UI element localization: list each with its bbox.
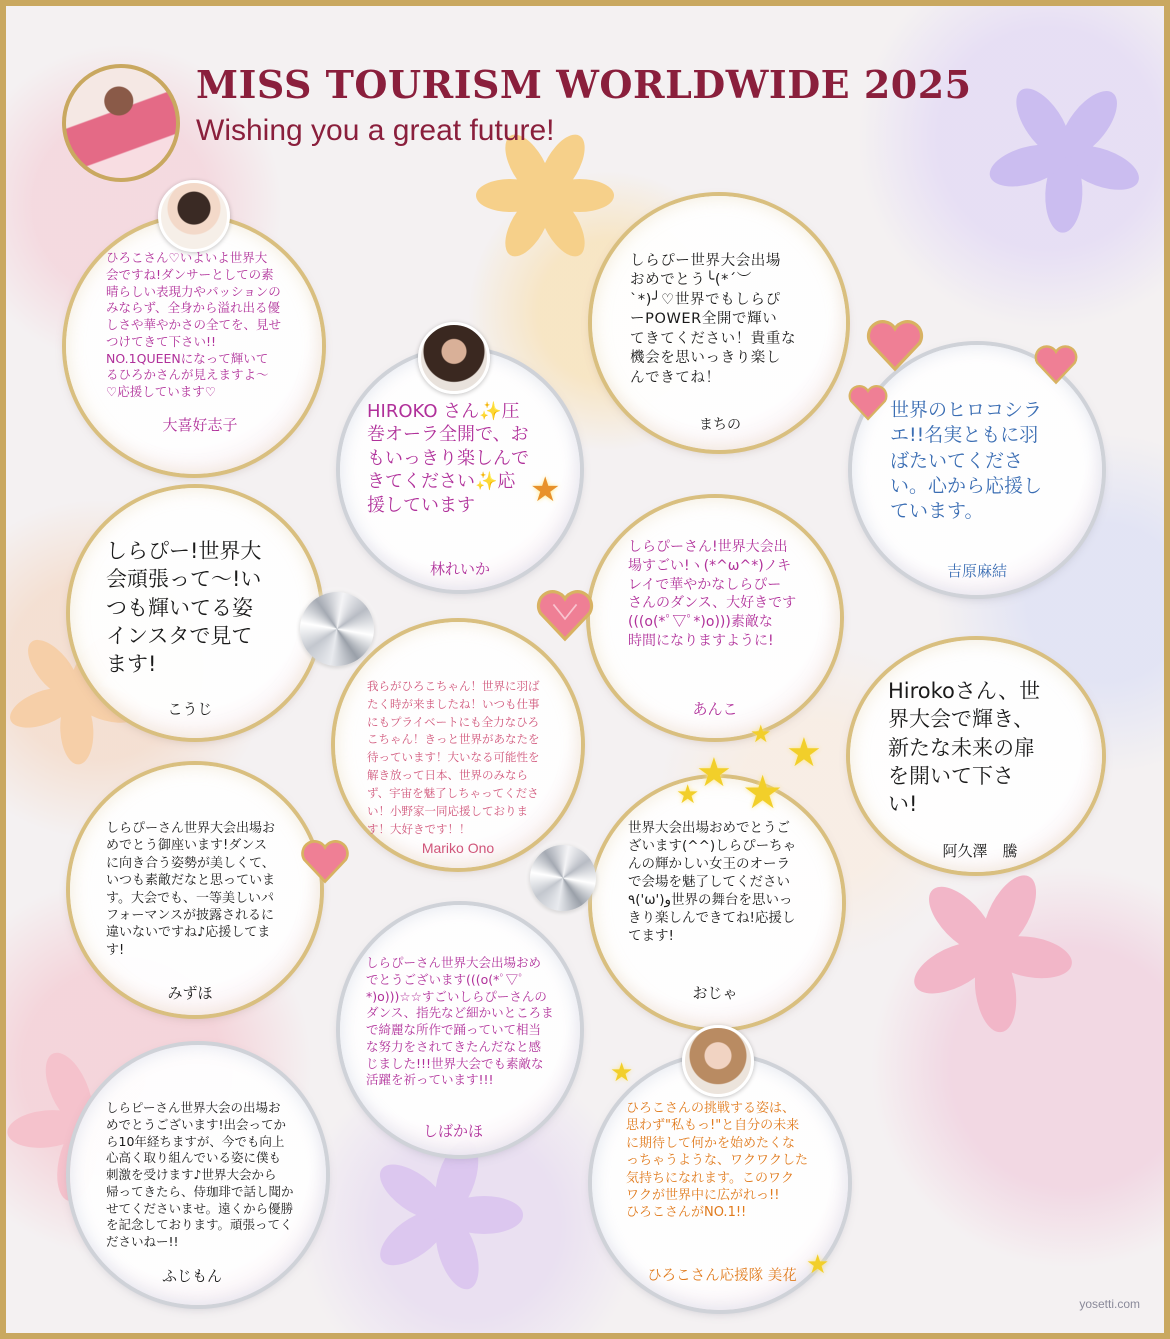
flower-decoration [360,1130,530,1300]
page-title: MISS TOURISM WORLDWIDE 2025 [196,62,972,107]
message-signature: Mariko Ono [421,840,495,856]
message-text: ひろこさん♡いよいよ世界大 会ですね!ダンサーとしての素 晴らしい表現力やパッションの みならず、全身から溢れ出る優 しさや華やかさの全てを、見せ つけてきて下さい!! NO.1QUEENになって輝いて るひろかさんが見えますよ〜 ♡応援しています♡ [106,250,282,399]
star-icon: ★ [750,720,772,748]
star-icon: ★ [786,730,822,776]
message-text: しらぴーさん!世界大会出 場すごい!ヽ(*^ω^*)ノキ レイで華やかなしらぴー さんのダンス、大好きです (((o(*ﾟ▽ﾟ*)o)))素敵な 時間になりますように! [628,539,797,649]
sender-photo [158,180,230,252]
message-text: しらぴーさん世界大会出場おめ でとうございます(((o(*ﾟ▽ﾟ *)o)))☆☆すごいしらぴーさんの ダンス、指先など細かいところま で綺麗な所作で踊っていて相当 な努力をされてきたんだなと感 じました!!!世界大会でも素敵な 活躍を祈っています!!! [366,955,554,1088]
message-signature: あんこ [692,700,738,718]
heart-gem-icon [536,590,594,642]
heart-gem-icon [848,385,888,421]
diamond-gem-icon [530,845,596,911]
message-signature: 林れいか [429,560,490,578]
message-text: ひろこさんの挑戦する姿は、 思わず"私もっ!"と自分の未来 に期待して何かを始めたくな っちゃうような、ワクワクした 気持ちになれます。このワク ワクが世界中に広がれっ!! ひろこさんがNO.1!! [626,1101,809,1221]
heart-gem-icon [300,840,350,884]
heart-gem-icon [866,320,924,372]
message-signature: 大喜好志子 [162,416,238,434]
star-icon: ★ [530,470,561,510]
star-icon: ★ [742,765,784,819]
star-icon: ★ [806,1250,830,1280]
message-text: HIROKO さん✨圧 巻オーラ全開で、お もいっきり楽しんで きてください✨応 援しています [367,401,529,516]
message-text: しらぴー!世界大 会頑張って〜!い つも輝いてる姿 インスタで見て ます! [106,539,262,677]
message-signature: みずほ [167,984,213,1002]
message-text: Hirokoさん、世 界大会で輝き、 新たな未来の扉 を開いて下さ い! [888,679,1041,817]
watermark: yosetti.com [1079,1297,1140,1311]
flower-decoration [900,860,1080,1040]
message-signature: 吉原麻結 [946,562,1007,580]
page-subtitle: Wishing you a great future! [196,114,555,147]
message-signature: こうじ [167,700,213,718]
message-text: 世界大会出場おめでとうご ざいます(^^)しらぴーちゃ んの輝かしい女王のオーラ で会場を魅了してください ٩('ω')و世界の舞台を思いっ きり楽しんできてね!応援し てます! [628,820,797,945]
message-text: しらピーさん世界大会の出場お めでとうございます!出会ってか ら10年経ちますが、今でも向上 心高く取り組んでいる姿に僕も 刺激を受けます♪世界大会から 帰ってきたら、侍珈琲で話し聞か せてくださいませ。遠くから優勝 を記念しております。頑張ってく ださいねー!! [106,1100,294,1249]
star-icon: ★ [696,750,732,796]
message-signature: 阿久澤 騰 [942,842,1018,860]
message-signature: しばかほ [422,1122,483,1140]
diamond-gem-icon [300,592,374,666]
message-text: 世界のヒロコシラ エ!!名実ともに羽 ばたいてくださ い。心から応援し ています。 [890,399,1043,523]
star-icon: ★ [610,1058,634,1088]
message-text: しらぴーさん世界大会出場お めでとう御座います!ダンス に向き合う姿勢が美しくて、 いつも素敵だなと思っていま す。大会でも、一等美しいパ フォーマンスが披露されるに 違いないですね♪応援してま す! [106,821,276,958]
flower-decoration [980,70,1150,240]
sender-photo [682,1025,754,1097]
sender-photo [418,322,490,394]
header-avatar [62,64,180,182]
heart-gem-icon [1034,345,1078,385]
message-signature: ひろこさん応援隊 美花 [647,1268,797,1284]
message-signature: おじゃ [692,984,738,1002]
star-icon: ★ [676,780,700,810]
message-signature: ふじもん [161,1267,222,1285]
message-text: 我らがひろこちゃん！世界に羽ば たく時が来ましたね！いつも仕事 にもプライベートにも全力なひろ こちゃん！きっと世界があなたを 待っています！大いなる可能性を 解き放って日本、世界のみなら ず、宇宙を魅了しちゃってくださ い！小野家一同応援しておりま す！大好きです！！ [367,679,540,836]
message-signature: まちの [699,417,741,433]
message-text: しらぴー世界大会出場 おめでとう╰(*´︶ `*)╯♡世界でもしらぴ ーPOWER全開で輝い てきてください！貴重な 機会を思いっきり楽し んできてね！ [630,253,797,386]
